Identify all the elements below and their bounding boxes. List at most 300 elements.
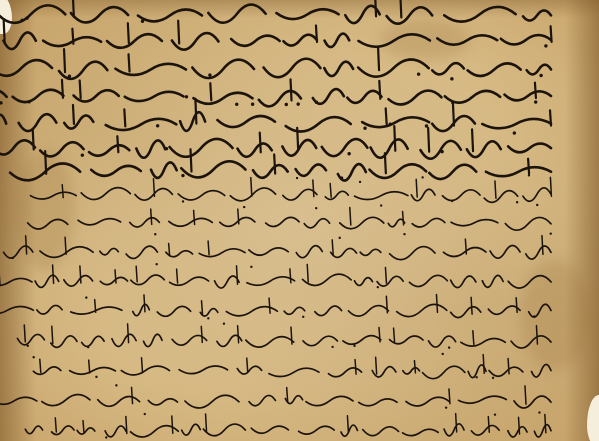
handwriting-stroke [511, 336, 551, 348]
handwriting-stroke [26, 236, 27, 254]
handwriting-stroke [77, 428, 95, 434]
handwriting-stroke [394, 126, 395, 151]
handwriting-stroke [350, 208, 351, 225]
handwriting-stroke [132, 387, 133, 403]
handwriting-stroke [436, 294, 437, 312]
handwriting-stroke [100, 277, 127, 284]
handwriting-dot [141, 20, 144, 23]
handwriting-stroke [429, 336, 456, 347]
handwriting-stroke [28, 219, 68, 229]
handwriting-dot [207, 317, 209, 319]
handwriting-dot [513, 131, 516, 134]
handwriting-dot [440, 150, 443, 153]
handwriting-stroke [489, 367, 523, 376]
handwriting-stroke [471, 425, 499, 435]
handwriting-stroke [70, 367, 116, 374]
handwriting-stroke [403, 429, 439, 435]
manuscript-line [0, 322, 599, 352]
handwriting-stroke [291, 79, 292, 100]
handwriting-stroke [325, 34, 350, 48]
manuscript-line [0, 352, 599, 382]
handwriting-stroke [315, 306, 342, 316]
handwriting-dot [538, 411, 540, 413]
handwriting-stroke [251, 178, 252, 196]
handwriting-dot [380, 204, 382, 206]
handwriting-stroke [472, 129, 473, 151]
handwriting-dot [243, 206, 245, 208]
handwriting-stroke [471, 297, 472, 314]
handwriting-dot [492, 377, 494, 379]
handwriting-stroke [65, 237, 66, 254]
handwriting-dot [223, 323, 225, 325]
handwriting-dot [185, 95, 188, 98]
handwriting-stroke [45, 151, 46, 174]
handwriting-dot [296, 177, 298, 179]
handwriting-stroke [52, 426, 74, 435]
handwriting-dot [315, 207, 317, 209]
handwriting-stroke [456, 414, 457, 432]
handwriting-stroke [199, 249, 245, 257]
handwriting-stroke [535, 83, 536, 98]
handwriting-ink [0, 352, 599, 382]
handwriting-stroke [249, 248, 288, 255]
handwriting-stroke [194, 210, 195, 224]
handwriting-stroke [482, 275, 503, 287]
handwriting-ink [0, 204, 599, 234]
handwriting-dot [442, 353, 444, 355]
handwriting-stroke [355, 360, 356, 374]
handwriting-dot [155, 263, 157, 265]
handwriting-stroke [4, 246, 33, 258]
handwriting-dot [353, 345, 355, 347]
handwriting-stroke [172, 416, 173, 433]
handwriting-stroke [360, 249, 381, 255]
handwriting-stroke [124, 109, 125, 126]
handwriting-stroke [483, 355, 484, 374]
handwriting-stroke [107, 34, 162, 48]
handwriting-stroke [291, 327, 292, 344]
handwriting-stroke [306, 396, 353, 405]
handwriting-stroke [121, 366, 169, 375]
handwriting-stroke [64, 275, 93, 286]
handwriting-stroke [307, 264, 308, 281]
handwriting-stroke [416, 179, 417, 197]
handwriting-stroke [80, 80, 81, 97]
handwriting-stroke [105, 426, 126, 437]
handwriting-stroke [220, 217, 255, 226]
handwriting-stroke [71, 307, 122, 314]
handwriting-stroke [202, 301, 203, 315]
handwriting-dot [389, 122, 392, 125]
handwriting-dot [550, 232, 552, 234]
handwriting-dot [331, 346, 333, 348]
handwriting-stroke [195, 99, 196, 124]
handwriting-dot [445, 406, 447, 408]
handwriting-stroke [376, 357, 377, 374]
handwriting-stroke [379, 81, 380, 99]
handwriting-dot [475, 376, 477, 378]
handwriting-stroke [33, 367, 61, 375]
manuscript-line [0, 262, 599, 292]
handwriting-stroke [379, 328, 380, 342]
handwriting-stroke [550, 177, 551, 196]
handwriting-stroke [505, 91, 551, 100]
handwriting-stroke [501, 35, 551, 44]
handwriting-stroke [442, 190, 480, 201]
handwriting-dot [25, 16, 28, 19]
handwriting-stroke [126, 416, 127, 433]
handwriting-stroke [482, 119, 551, 128]
handwriting-stroke [81, 188, 130, 200]
handwriting-stroke [432, 63, 464, 74]
handwriting-dot [536, 204, 538, 206]
handwriting-stroke [411, 189, 435, 201]
handwriting-stroke [274, 154, 275, 173]
handwriting-dot [448, 346, 450, 348]
handwriting-stroke [169, 244, 170, 256]
handwriting-stroke [251, 426, 288, 433]
handwriting-stroke [386, 296, 387, 313]
handwriting-stroke [230, 188, 275, 201]
handwriting-ink [0, 262, 599, 292]
manuscript-line [0, 234, 599, 264]
handwriting-stroke [516, 298, 517, 313]
handwriting-stroke [412, 218, 445, 227]
handwriting-dot [302, 316, 304, 318]
handwriting-stroke [51, 336, 77, 348]
handwriting-stroke [444, 424, 464, 436]
handwriting-stroke [0, 60, 52, 76]
handwriting-stroke [284, 307, 305, 314]
handwriting-stroke [238, 326, 239, 343]
handwriting-dot [451, 101, 454, 104]
handwriting-stroke [53, 265, 54, 283]
handwriting-stroke [182, 424, 201, 435]
handwriting-dot [27, 345, 29, 347]
handwriting-stroke [508, 276, 551, 289]
handwriting-stroke [302, 274, 351, 285]
handwriting-stroke [355, 192, 408, 200]
handwriting-stroke [403, 368, 420, 374]
handwriting-dot [95, 376, 97, 378]
handwriting-stroke [148, 399, 177, 405]
handwriting-stroke [385, 267, 386, 283]
handwriting-stroke [115, 64, 186, 75]
handwriting-stroke [400, 0, 401, 17]
handwriting-stroke [13, 90, 64, 102]
handwriting-dot [359, 181, 361, 183]
handwriting-stroke [24, 325, 25, 342]
handwriting-stroke [330, 184, 331, 198]
handwriting-stroke [0, 278, 32, 285]
handwriting-stroke [208, 241, 209, 255]
handwriting-stroke [142, 358, 143, 373]
handwriting-stroke [385, 153, 386, 173]
handwriting-stroke [508, 427, 527, 437]
handwriting-stroke [249, 395, 275, 405]
handwriting-stroke [428, 128, 429, 152]
handwriting-dot [250, 266, 252, 268]
handwriting-stroke [523, 10, 551, 20]
handwriting-stroke [347, 416, 348, 433]
handwriting-stroke [144, 295, 145, 312]
manuscript-line [0, 204, 599, 234]
handwriting-dot [421, 176, 423, 178]
handwriting-stroke [170, 277, 209, 285]
handwriting-stroke [443, 248, 485, 257]
handwriting-stroke [414, 361, 415, 373]
handwriting-stroke [91, 166, 141, 176]
handwriting-dot [115, 384, 117, 386]
handwriting-stroke [64, 49, 65, 72]
handwriting-stroke [532, 364, 551, 377]
handwriting-stroke [17, 334, 44, 344]
handwriting-stroke [451, 220, 498, 226]
handwriting-stroke [98, 397, 140, 407]
manuscript-line [0, 292, 599, 322]
handwriting-stroke [527, 65, 551, 75]
handwriting-dot [105, 436, 107, 438]
handwriting-stroke [131, 275, 165, 285]
handwriting-stroke [409, 275, 447, 286]
manuscript-line [0, 48, 599, 78]
manuscript-line [0, 382, 599, 412]
handwriting-stroke [231, 36, 279, 46]
handwriting-stroke [203, 424, 245, 436]
handwriting-stroke [343, 336, 381, 345]
handwriting-stroke [73, 105, 74, 124]
handwriting-stroke [465, 239, 466, 254]
handwriting-stroke [215, 276, 240, 288]
handwriting-stroke [264, 59, 321, 77]
handwriting-ink [0, 176, 599, 206]
handwriting-ink [0, 382, 599, 412]
handwriting-stroke [313, 180, 314, 197]
handwriting-stroke [238, 209, 239, 224]
handwriting-stroke [377, 276, 403, 286]
handwriting-ink [0, 322, 599, 352]
handwriting-stroke [100, 248, 118, 254]
handwriting-stroke [363, 427, 399, 436]
handwriting-stroke [461, 339, 505, 347]
handwriting-ink [0, 20, 599, 50]
handwriting-stroke [206, 414, 207, 432]
handwriting-stroke [247, 277, 295, 285]
handwriting-stroke [269, 298, 270, 313]
handwriting-stroke [130, 426, 178, 437]
handwriting-stroke [62, 185, 63, 198]
handwriting-stroke [394, 328, 395, 342]
handwriting-stroke [157, 306, 190, 316]
handwriting-stroke [52, 326, 53, 343]
handwriting-stroke [237, 266, 238, 284]
handwriting-stroke [484, 191, 518, 203]
handwriting-dot [533, 315, 535, 317]
handwriting-dot [296, 102, 299, 105]
handwriting-stroke [332, 240, 333, 255]
handwriting-stroke [505, 217, 551, 230]
handwriting-stroke [40, 359, 41, 372]
handwriting-dot [12, 257, 14, 259]
handwriting-stroke [210, 83, 211, 100]
handwriting-dot [339, 237, 341, 239]
handwriting-stroke [324, 62, 353, 76]
handwriting-stroke [35, 275, 59, 287]
handwriting-ink [0, 48, 599, 78]
handwriting-dot [87, 346, 89, 348]
handwriting-stroke [508, 359, 509, 374]
handwriting-dot [32, 356, 34, 358]
handwriting-stroke [128, 324, 129, 343]
handwriting-stroke [490, 245, 520, 258]
handwriting-stroke [287, 388, 288, 402]
handwriting-stroke [296, 246, 322, 258]
handwriting-stroke [468, 63, 521, 76]
handwriting-stroke [388, 219, 404, 227]
handwriting-stroke [115, 270, 116, 283]
handwriting-dot [182, 200, 184, 202]
handwriting-stroke [359, 399, 397, 406]
handwriting-stroke [80, 266, 81, 283]
handwriting-stroke [325, 191, 348, 199]
handwriting-stroke [459, 396, 507, 403]
handwriting-stroke [130, 218, 160, 227]
handwriting-stroke [42, 394, 90, 405]
handwriting-stroke [64, 115, 93, 128]
handwriting-stroke [190, 149, 191, 171]
handwriting-stroke [375, 0, 376, 16]
handwriting-stroke [423, 366, 465, 378]
handwriting-stroke [304, 219, 329, 228]
handwriting-dot [494, 413, 496, 415]
handwriting-dot [425, 124, 428, 127]
handwriting-stroke [185, 395, 239, 408]
handwriting-stroke [341, 425, 357, 436]
handwriting-stroke [217, 116, 275, 127]
handwriting-stroke [514, 396, 551, 408]
handwriting-stroke [247, 358, 248, 372]
handwriting-stroke [545, 415, 546, 433]
handwriting-stroke [30, 192, 76, 199]
handwriting-stroke [246, 337, 294, 348]
handwriting-stroke [406, 397, 450, 406]
manuscript-line [0, 176, 599, 206]
handwriting-stroke [299, 426, 335, 434]
handwriting-dot [451, 200, 453, 202]
handwriting-dot [156, 124, 159, 127]
handwriting-stroke [0, 397, 37, 404]
handwriting-stroke [386, 108, 387, 124]
handwriting-dot [144, 413, 146, 415]
handwriting-stroke [276, 9, 338, 19]
handwriting-dot [251, 103, 254, 106]
handwriting-stroke [269, 368, 319, 376]
manuscript-line [0, 412, 599, 441]
handwriting-stroke [331, 248, 357, 257]
handwriting-stroke [178, 191, 225, 200]
handwriting-dot [528, 174, 530, 176]
handwriting-stroke [290, 269, 291, 283]
handwriting-stroke [525, 386, 526, 404]
handwriting-stroke [303, 336, 337, 346]
handwriting-dot [377, 286, 379, 288]
handwriting-stroke [362, 117, 429, 127]
handwriting-stroke [128, 23, 129, 43]
handwriting-stroke [437, 35, 497, 44]
handwriting-ink [0, 292, 599, 322]
handwriting-stroke [359, 34, 430, 46]
handwriting-stroke [551, 26, 552, 42]
handwriting-stroke [390, 247, 435, 260]
handwriting-stroke [403, 211, 404, 224]
handwriting-stroke [3, 32, 35, 49]
manuscript-line [0, 20, 599, 50]
handwriting-stroke [25, 426, 42, 434]
handwriting-stroke [523, 188, 551, 201]
handwriting-stroke [451, 307, 481, 318]
handwriting-stroke [528, 159, 529, 174]
handwriting-stroke [536, 326, 537, 344]
handwriting-stroke [283, 189, 317, 200]
handwriting-stroke [78, 219, 120, 225]
handwriting-stroke [266, 217, 299, 226]
handwriting-stroke [488, 417, 489, 433]
handwriting-stroke [529, 304, 551, 317]
handwriting-dot [154, 233, 156, 235]
handwriting-stroke [62, 80, 63, 98]
handwriting-ink [0, 412, 599, 441]
handwriting-stroke [473, 331, 474, 345]
handwriting-stroke [451, 276, 476, 288]
handwriting-stroke [33, 129, 34, 149]
handwriting-stroke [4, 20, 5, 43]
handwriting-stroke [125, 92, 184, 101]
handwriting-dot [403, 233, 405, 235]
handwriting-dot [165, 147, 168, 150]
handwriting-stroke [133, 304, 150, 315]
handwriting-stroke [112, 334, 136, 346]
handwriting-stroke [534, 425, 551, 437]
handwriting-stroke [237, 366, 261, 374]
handwriting-dot [450, 77, 453, 80]
handwriting-stroke [126, 246, 157, 258]
handwriting-stroke [169, 218, 212, 226]
handwriting-stroke [177, 269, 178, 283]
handwriting-stroke [72, 29, 73, 44]
handwriting-stroke [0, 306, 33, 313]
handwriting-stroke [316, 25, 317, 42]
handwriting-stroke [73, 0, 74, 17]
handwriting-stroke [83, 421, 84, 433]
handwriting-stroke [82, 336, 104, 346]
handwriting-stroke [397, 304, 447, 316]
handwriting-stroke [354, 278, 372, 286]
handwriting-stroke [340, 217, 384, 228]
handwriting-stroke [453, 104, 454, 125]
handwriting-stroke [495, 181, 496, 198]
handwriting-stroke [151, 209, 152, 224]
handwriting-stroke [136, 266, 137, 282]
handwriting-stroke [153, 179, 154, 197]
handwriting-stroke [296, 164, 326, 175]
handwriting-stroke [519, 417, 520, 434]
handwriting-stroke [144, 334, 163, 346]
handwriting-ink [0, 234, 599, 264]
handwriting-stroke [129, 54, 130, 71]
handwriting-stroke [526, 246, 551, 259]
handwriting-stroke [449, 389, 450, 404]
handwriting-stroke [486, 167, 551, 176]
